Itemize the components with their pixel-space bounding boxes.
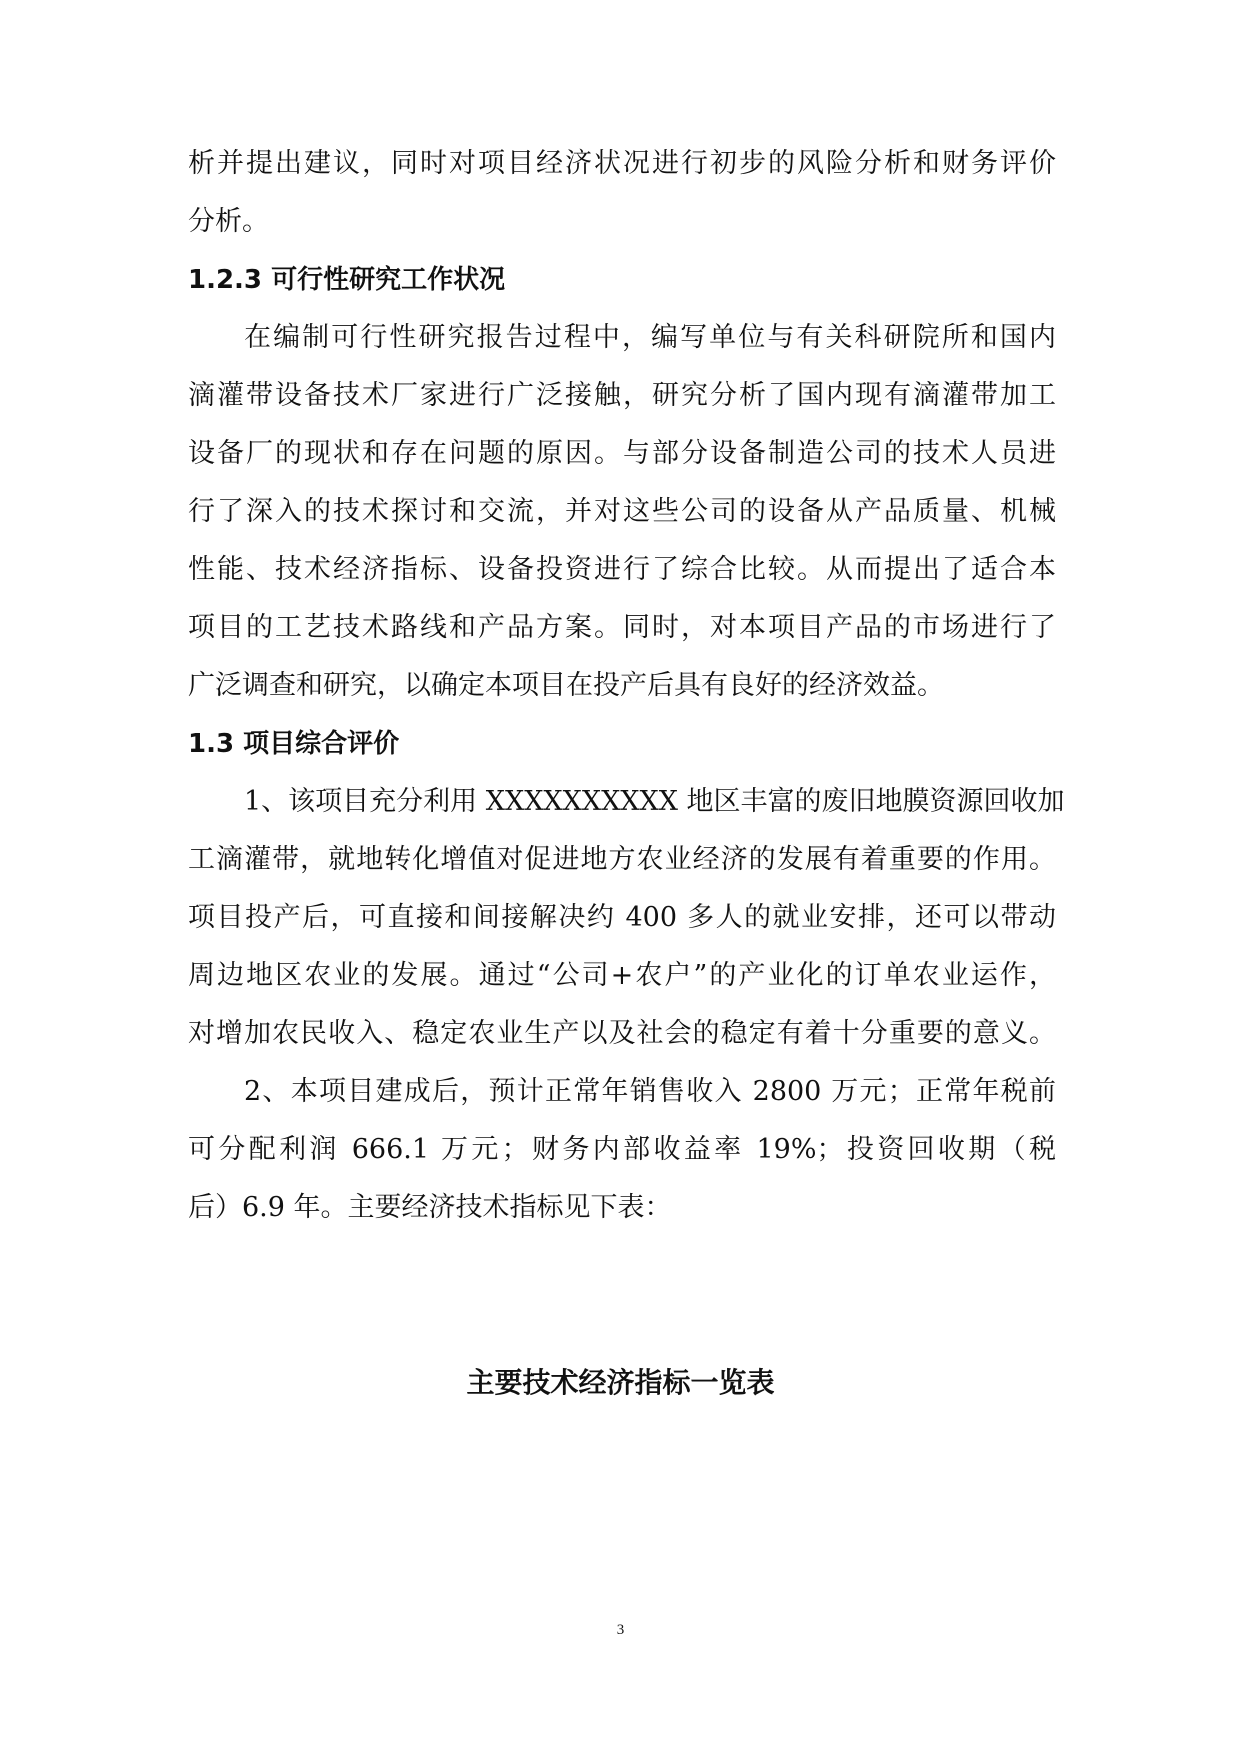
body-text-line: 2、本项目建成后，预计正常年销售收入 2800 万元；正常年税前 [244,1076,1056,1107]
body-text-line: 工滴灌带，就地转化增值对促进地方农业经济的发展有着重要的作用。 [188,844,1056,875]
section-heading-1-2-3: 1.2.3 可行性研究工作状况 [188,265,506,295]
body-text-line: 1、该项目充分利用 XXXXXXXXXX 地区丰富的废旧地膜资源回收加 [244,786,1065,817]
body-text-line: 后）6.9 年。主要经济技术指标见下表： [188,1192,672,1223]
section-heading-1-3: 1.3 项目综合评价 [188,729,400,759]
body-text-line: 广泛调查和研究，以确定本项目在投产后具有良好的经济效益。 [188,670,944,701]
body-text-line: 分析。 [188,206,269,237]
body-text-line: 设备厂的现状和存在问题的原因。与部分设备制造公司的技术人员进 [188,438,1056,469]
body-text-line: 在编制可行性研究报告过程中，编写单位与有关科研院所和国内 [244,322,1056,353]
body-text-line: 性能、技术经济指标、设备投资进行了综合比较。从而提出了适合本 [188,554,1056,585]
body-text-line: 周边地区农业的发展。通过“公司+农户”的产业化的订单农业运作， [188,960,1056,991]
body-text-line: 项目的工艺技术路线和产品方案。同时，对本项目产品的市场进行了 [188,612,1056,643]
page-number: 3 [616,1622,625,1638]
body-text-line: 可分配利润 666.1 万元；财务内部收益率 19%；投资回收期（税 [188,1134,1056,1165]
body-text-line: 对增加农民收入、稳定农业生产以及社会的稳定有着十分重要的意义。 [188,1018,1056,1049]
body-text-line: 滴灌带设备技术厂家进行广泛接触，研究分析了国内现有滴灌带加工 [188,380,1056,411]
body-text-line: 析并提出建议，同时对项目经济状况进行初步的风险分析和财务评价 [188,148,1056,179]
body-text-line: 行了深入的技术探讨和交流，并对这些公司的设备从产品质量、机械 [188,496,1056,527]
body-text-line: 项目投产后，可直接和间接解决约 400 多人的就业安排，还可以带动 [188,902,1056,933]
table-title: 主要技术经济指标一览表 [466,1366,775,1399]
